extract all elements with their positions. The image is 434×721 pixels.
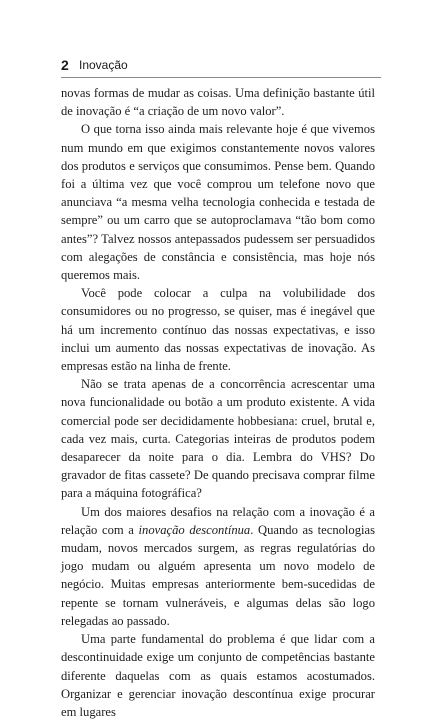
paragraph [61, 84, 375, 120]
running-header [61, 57, 381, 78]
body-text [61, 84, 375, 721]
paragraph-text: Um dos maiores desafios na relação com a inovação é a relação com a [61, 504, 375, 537]
paragraph [61, 284, 375, 375]
paragraph [61, 503, 375, 630]
paragraph [61, 375, 375, 502]
paragraph-text: Uma parte fundamental do problema é que lidar com a descontinuidade exige um conjunto de competências bastante diferente daquelas com as quais estamos acostumados. Organizar e gerenciar inovação descontínua exige procurar em lugares [61, 632, 375, 719]
paragraph-text: Não se trata apenas de a concorrência acrescentar uma nova funcionalidade ou botão a um produto existente. A vida comercial pode ser decididamente hobbesiana: cruel, brutal e, cada vez mais, curta. Categorias inteiras de produtos podem desaparecer da noite para o dia. Lembra do VHS? Do gravador de fitas cassete? De quando precisava comprar filme para a máquina fotográfica? [61, 377, 375, 501]
paragraph-text: Você pode colocar a culpa na volubilidade dos consumidores ou no progresso, se quiser, mas é inegável que há um incremento contínuo das nossas expectativas, e isso inclui um aumento das nossas expectativas de inovação. As empresas estão na linha de frente. [61, 286, 375, 374]
chapter-title: Inovação [79, 58, 128, 72]
paragraph [61, 630, 375, 721]
paragraph [61, 120, 375, 284]
page-number: 2 [61, 57, 69, 73]
paragraph-text-continued: . Quando as tecnologias mudam, novos mercados surgem, as regras regulatórias do jogo mudam ou alguém apresenta um novo modelo de negócio. Muitas empresas anteriormente bem-sucedidas de repente se tornam vulneráveis, e algumas delas são logo relegadas ao passado. [61, 522, 376, 628]
paragraph-text: O que torna isso ainda mais relevante hoje é que vivemos num mundo em que exigimos constantemente novos valores dos produtos e serviços que consumimos. Pense bem. Quando foi a última vez que você comprou um telefone novo que anunciava “a mesma velha tecnologia conhecida e testada de sempre” ou um carro que se autoproclamava “tão bom como antes”? Talvez nossos antepassados pudessem ser persuadidos com alegações de constância e consistência, mas hoje nós queremos mais. [61, 122, 375, 283]
paragraph-text: novas formas de mudar as coisas. Uma definição bastante útil de inovação é “a criação de um novo valor”. [61, 86, 375, 119]
emphasized-term: inovação descontínua [138, 522, 251, 537]
